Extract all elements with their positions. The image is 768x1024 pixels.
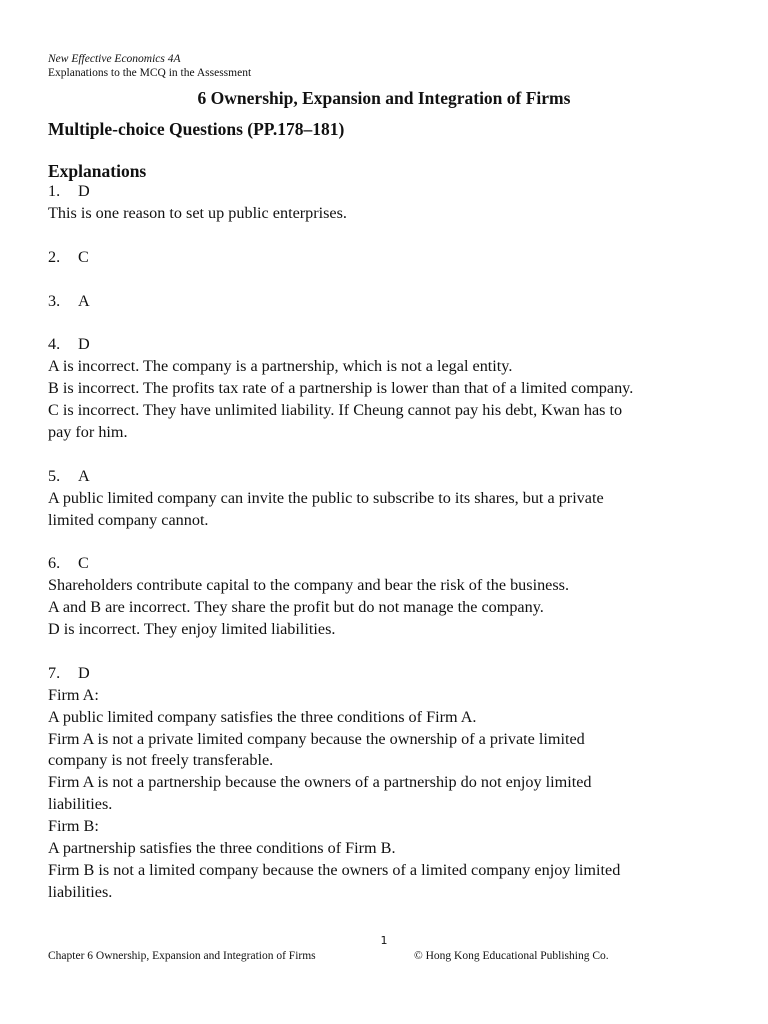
page-number: 1: [380, 934, 388, 947]
explanation-line: Firm A is not a partnership because the owners of a partnership do not enjoy limited: [48, 773, 592, 792]
question-answer-line: [48, 663, 728, 685]
q7-firm-b-block: [48, 816, 728, 904]
question-number: 7.: [48, 663, 61, 682]
explanation-line: A partnership satisfies the three conditions of Firm B.: [48, 839, 396, 858]
answer-letter: C: [78, 247, 89, 266]
question-answer-line: [48, 247, 728, 269]
question-item: [48, 334, 728, 444]
explanation-line: Firm B:: [48, 817, 99, 836]
explanation-line: liabilities.: [48, 882, 113, 901]
explanation-line: D is incorrect. They enjoy limited liabilities.: [48, 620, 336, 639]
question-list: [48, 181, 728, 816]
answer-letter: D: [78, 182, 90, 200]
question-item: [48, 553, 728, 641]
question-item: [48, 663, 728, 816]
question-number: 2.: [48, 247, 61, 266]
question-item: [48, 291, 728, 313]
question-answer-line: [48, 291, 728, 313]
question-answer-line: [48, 553, 728, 575]
answer-letter: D: [78, 335, 90, 354]
explanation-line: This is one reason to set up public enterprises.: [48, 203, 347, 222]
explanation-line: A public limited company can invite the public to subscribe to its shares, but a private: [48, 488, 604, 507]
explanation-line: Firm B is not a limited company because the owners of a limited company enjoy limited: [48, 861, 621, 879]
question-item: [48, 181, 728, 225]
explanation-line: C is incorrect. They have unlimited liability. If Cheung cannot pay his debt, Kwan has to: [48, 401, 623, 420]
footer-chapter: Chapter 6 Ownership, Expansion and Integration of Firms: [48, 950, 316, 962]
explanation-line: company is not freely transferable.: [48, 751, 274, 770]
footer-copyright: © Hong Kong Educational Publishing Co.: [414, 950, 609, 962]
book-title: New Effective Economics 4A: [48, 53, 181, 65]
explanation-line: liabilities.: [48, 795, 113, 814]
explanation-line: A public limited company satisfies the three conditions of Firm A.: [48, 707, 477, 726]
explanation-line: A is incorrect. The company is a partnership, which is not a legal entity.: [48, 357, 513, 376]
explanations-heading: Explanations: [48, 161, 147, 181]
explanation-line: A and B are incorrect. They share the profit but do not manage the company.: [48, 598, 544, 617]
question-item: [48, 247, 728, 269]
question-item: [48, 466, 728, 532]
explanation-line: pay for him.: [48, 422, 128, 441]
answer-letter: C: [78, 554, 89, 573]
explanation-line: Shareholders contribute capital to the company and bear the risk of the business.: [48, 576, 569, 595]
question-number: 1.: [48, 182, 61, 200]
answer-letter: D: [78, 663, 90, 682]
question-answer-line: [48, 181, 728, 203]
chapter-title: 6 Ownership, Expansion and Integration of Firms: [197, 88, 571, 108]
question-answer-line: [48, 334, 728, 356]
question-number: 6.: [48, 554, 61, 573]
explanations-body: [48, 181, 728, 904]
explanation-line: Firm A:: [48, 685, 99, 704]
question-number: 3.: [48, 291, 61, 310]
explanation-line: limited company cannot.: [48, 510, 209, 529]
answer-letter: A: [78, 466, 90, 485]
question-number: 4.: [48, 335, 61, 354]
header-subtitle: Explanations to the MCQ in the Assessment: [48, 67, 252, 79]
question-answer-line: [48, 466, 728, 488]
explanation-line: Firm A is not a private limited company because the ownership of a private limited: [48, 729, 585, 748]
question-number: 5.: [48, 466, 61, 485]
answer-letter: A: [78, 291, 90, 310]
section-title: Multiple-choice Questions (PP.178–181): [48, 119, 345, 139]
explanation-line: B is incorrect. The profits tax rate of a partnership is lower than that of a limited company.: [48, 379, 634, 398]
